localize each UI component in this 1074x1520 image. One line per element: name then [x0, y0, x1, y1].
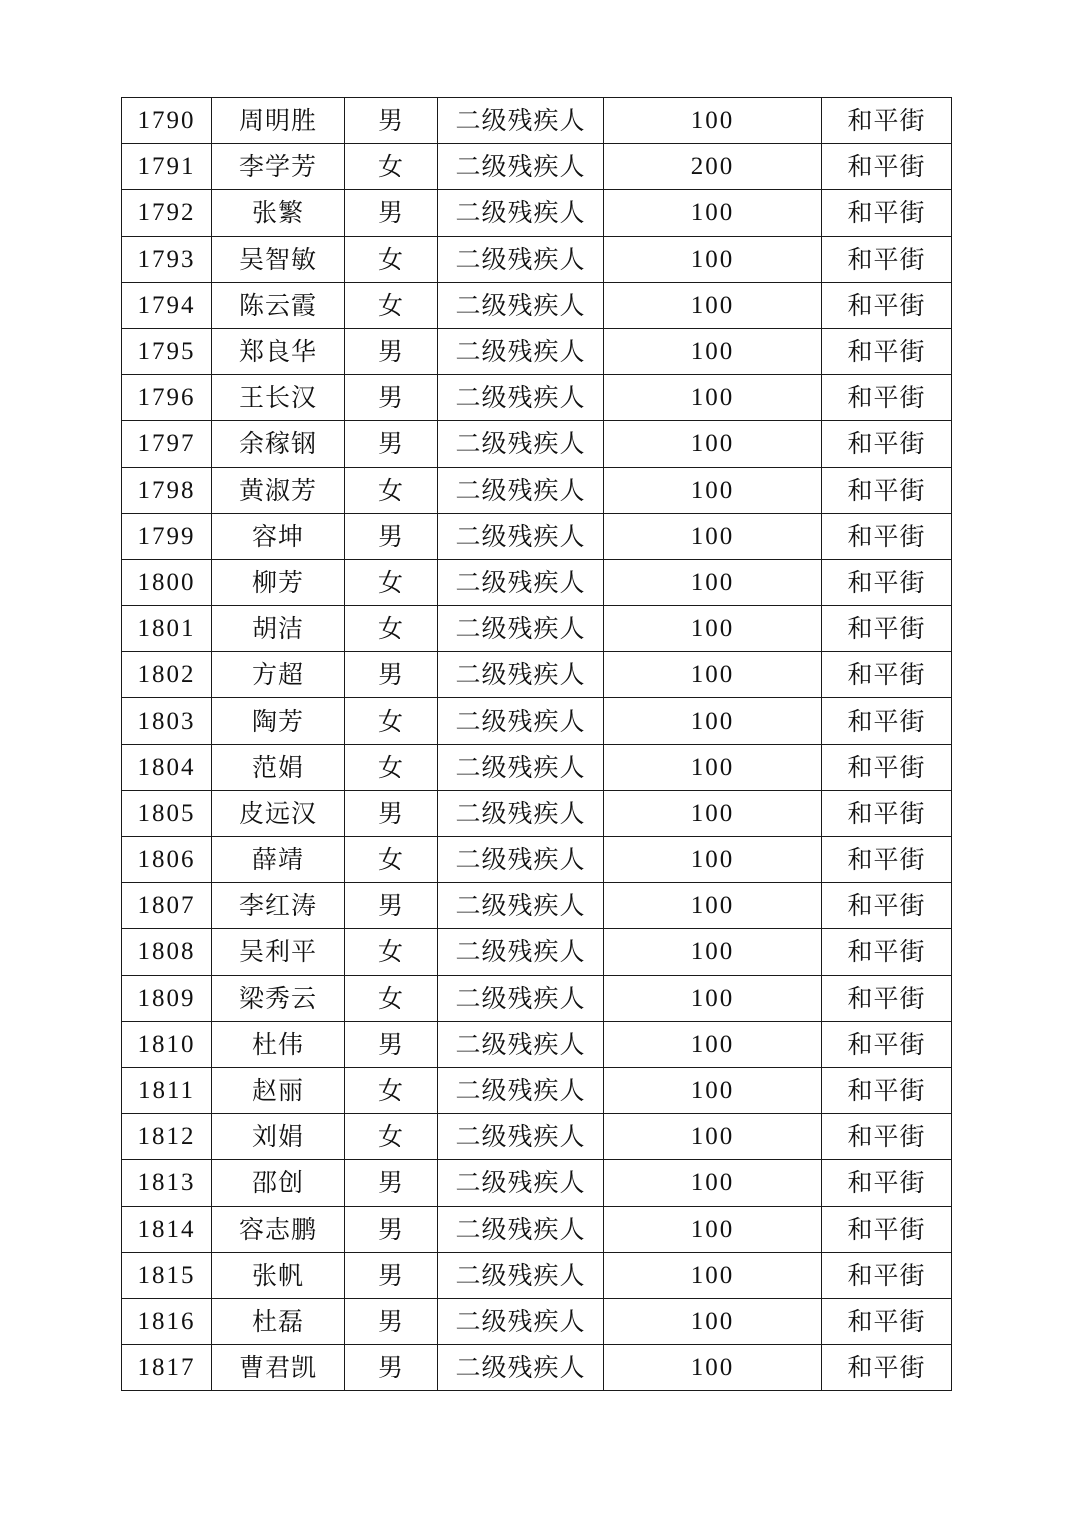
- disability-level-cell: 二级残疾人: [438, 1206, 604, 1252]
- record-number-cell: 1812: [122, 1114, 212, 1160]
- street-cell: 和平街: [822, 236, 952, 282]
- gender-cell: 男: [345, 98, 438, 144]
- person-name-cell: 柳芳: [212, 559, 345, 605]
- table-row: [122, 606, 952, 652]
- person-name-cell: 容志鹏: [212, 1206, 345, 1252]
- subsidy-amount-cell: 100: [604, 929, 822, 975]
- gender-cell: 女: [345, 929, 438, 975]
- street-cell: 和平街: [822, 837, 952, 883]
- street-cell: 和平街: [822, 698, 952, 744]
- street-cell: 和平街: [822, 282, 952, 328]
- disability-level-cell: 二级残疾人: [438, 1345, 604, 1391]
- person-name-cell: 李红涛: [212, 883, 345, 929]
- street-cell: 和平街: [822, 975, 952, 1021]
- person-name-cell: 吴利平: [212, 929, 345, 975]
- street-cell: 和平街: [822, 328, 952, 374]
- gender-cell: 男: [345, 652, 438, 698]
- gender-cell: 男: [345, 790, 438, 836]
- disability-level-cell: 二级残疾人: [438, 698, 604, 744]
- subsidy-amount-cell: 100: [604, 559, 822, 605]
- street-cell: 和平街: [822, 467, 952, 513]
- subsidy-amount-cell: 100: [604, 1252, 822, 1298]
- person-name-cell: 薛靖: [212, 837, 345, 883]
- disability-level-cell: 二级残疾人: [438, 236, 604, 282]
- street-cell: 和平街: [822, 98, 952, 144]
- subsidy-amount-cell: 100: [604, 467, 822, 513]
- street-cell: 和平街: [822, 1067, 952, 1113]
- disability-level-cell: 二级残疾人: [438, 421, 604, 467]
- subsidy-amount-cell: 100: [604, 1067, 822, 1113]
- record-number-cell: 1814: [122, 1206, 212, 1252]
- subsidy-amount-cell: 100: [604, 328, 822, 374]
- table-row: [122, 790, 952, 836]
- record-number-cell: 1791: [122, 144, 212, 190]
- table-row: [122, 1067, 952, 1113]
- gender-cell: 女: [345, 467, 438, 513]
- record-number-cell: 1803: [122, 698, 212, 744]
- disability-level-cell: 二级残疾人: [438, 328, 604, 374]
- person-name-cell: 邵创: [212, 1160, 345, 1206]
- street-cell: 和平街: [822, 929, 952, 975]
- gender-cell: 男: [345, 883, 438, 929]
- disability-level-cell: 二级残疾人: [438, 375, 604, 421]
- subsidy-amount-cell: 100: [604, 236, 822, 282]
- subsidy-amount-cell: 100: [604, 1345, 822, 1391]
- disability-level-cell: 二级残疾人: [438, 1067, 604, 1113]
- table-row: [122, 513, 952, 559]
- person-name-cell: 皮远汉: [212, 790, 345, 836]
- table-row: [122, 328, 952, 374]
- person-name-cell: 方超: [212, 652, 345, 698]
- disability-level-cell: 二级残疾人: [438, 282, 604, 328]
- subsidy-amount-cell: 100: [604, 375, 822, 421]
- table-row: [122, 837, 952, 883]
- gender-cell: 男: [345, 1298, 438, 1344]
- record-number-cell: 1806: [122, 837, 212, 883]
- gender-cell: 女: [345, 236, 438, 282]
- disability-level-cell: 二级残疾人: [438, 1114, 604, 1160]
- table-row: [122, 282, 952, 328]
- street-cell: 和平街: [822, 1021, 952, 1067]
- record-number-cell: 1815: [122, 1252, 212, 1298]
- table-row: [122, 1160, 952, 1206]
- subsidy-amount-cell: 100: [604, 513, 822, 559]
- person-name-cell: 吴智敏: [212, 236, 345, 282]
- person-name-cell: 郑良华: [212, 328, 345, 374]
- disability-level-cell: 二级残疾人: [438, 790, 604, 836]
- subsidy-amount-cell: 100: [604, 975, 822, 1021]
- table-row: [122, 190, 952, 236]
- gender-cell: 女: [345, 698, 438, 744]
- gender-cell: 女: [345, 744, 438, 790]
- record-number-cell: 1796: [122, 375, 212, 421]
- record-number-cell: 1800: [122, 559, 212, 605]
- record-number-cell: 1813: [122, 1160, 212, 1206]
- disability-level-cell: 二级残疾人: [438, 98, 604, 144]
- subsidy-amount-cell: 100: [604, 698, 822, 744]
- table-row: [122, 236, 952, 282]
- record-number-cell: 1795: [122, 328, 212, 374]
- record-number-cell: 1811: [122, 1067, 212, 1113]
- gender-cell: 女: [345, 282, 438, 328]
- roster-table: [121, 97, 952, 1391]
- gender-cell: 女: [345, 606, 438, 652]
- table-row: [122, 467, 952, 513]
- person-name-cell: 张繁: [212, 190, 345, 236]
- record-number-cell: 1816: [122, 1298, 212, 1344]
- disability-level-cell: 二级残疾人: [438, 190, 604, 236]
- disability-level-cell: 二级残疾人: [438, 559, 604, 605]
- person-name-cell: 周明胜: [212, 98, 345, 144]
- person-name-cell: 杜磊: [212, 1298, 345, 1344]
- table-row: [122, 1021, 952, 1067]
- record-number-cell: 1801: [122, 606, 212, 652]
- gender-cell: 女: [345, 144, 438, 190]
- subsidy-amount-cell: 100: [604, 421, 822, 467]
- subsidy-amount-cell: 100: [604, 1114, 822, 1160]
- table-row: [122, 559, 952, 605]
- record-number-cell: 1790: [122, 98, 212, 144]
- record-number-cell: 1808: [122, 929, 212, 975]
- roster-body: [122, 98, 952, 1391]
- person-name-cell: 容坤: [212, 513, 345, 559]
- subsidy-amount-cell: 100: [604, 282, 822, 328]
- person-name-cell: 刘娟: [212, 1114, 345, 1160]
- person-name-cell: 陈云霞: [212, 282, 345, 328]
- table-row: [122, 975, 952, 1021]
- gender-cell: 男: [345, 1345, 438, 1391]
- subsidy-amount-cell: 100: [604, 790, 822, 836]
- person-name-cell: 杜伟: [212, 1021, 345, 1067]
- table-row: [122, 375, 952, 421]
- record-number-cell: 1799: [122, 513, 212, 559]
- subsidy-amount-cell: 100: [604, 1206, 822, 1252]
- disability-level-cell: 二级残疾人: [438, 1252, 604, 1298]
- gender-cell: 男: [345, 421, 438, 467]
- disability-level-cell: 二级残疾人: [438, 513, 604, 559]
- gender-cell: 女: [345, 559, 438, 605]
- street-cell: 和平街: [822, 1345, 952, 1391]
- record-number-cell: 1793: [122, 236, 212, 282]
- gender-cell: 男: [345, 1021, 438, 1067]
- subsidy-amount-cell: 100: [604, 837, 822, 883]
- subsidy-amount-cell: 100: [604, 190, 822, 236]
- table-row: [122, 1252, 952, 1298]
- table-row: [122, 421, 952, 467]
- person-name-cell: 黄淑芳: [212, 467, 345, 513]
- subsidy-amount-cell: 100: [604, 883, 822, 929]
- record-number-cell: 1809: [122, 975, 212, 1021]
- street-cell: 和平街: [822, 883, 952, 929]
- gender-cell: 男: [345, 1160, 438, 1206]
- table-row: [122, 698, 952, 744]
- record-number-cell: 1792: [122, 190, 212, 236]
- record-number-cell: 1802: [122, 652, 212, 698]
- gender-cell: 女: [345, 1114, 438, 1160]
- record-number-cell: 1805: [122, 790, 212, 836]
- gender-cell: 男: [345, 328, 438, 374]
- street-cell: 和平街: [822, 652, 952, 698]
- gender-cell: 女: [345, 975, 438, 1021]
- table-row: [122, 929, 952, 975]
- gender-cell: 男: [345, 1206, 438, 1252]
- subsidy-amount-cell: 100: [604, 606, 822, 652]
- street-cell: 和平街: [822, 790, 952, 836]
- disability-level-cell: 二级残疾人: [438, 144, 604, 190]
- disability-level-cell: 二级残疾人: [438, 467, 604, 513]
- table-row: [122, 883, 952, 929]
- person-name-cell: 陶芳: [212, 698, 345, 744]
- street-cell: 和平街: [822, 1206, 952, 1252]
- record-number-cell: 1798: [122, 467, 212, 513]
- table-row: [122, 144, 952, 190]
- street-cell: 和平街: [822, 1298, 952, 1344]
- disability-level-cell: 二级残疾人: [438, 606, 604, 652]
- subsidy-amount-cell: 100: [604, 744, 822, 790]
- street-cell: 和平街: [822, 190, 952, 236]
- table-row: [122, 1206, 952, 1252]
- person-name-cell: 张帆: [212, 1252, 345, 1298]
- record-number-cell: 1807: [122, 883, 212, 929]
- record-number-cell: 1794: [122, 282, 212, 328]
- street-cell: 和平街: [822, 144, 952, 190]
- person-name-cell: 梁秀云: [212, 975, 345, 1021]
- street-cell: 和平街: [822, 559, 952, 605]
- street-cell: 和平街: [822, 375, 952, 421]
- street-cell: 和平街: [822, 744, 952, 790]
- table-row: [122, 1345, 952, 1391]
- subsidy-amount-cell: 100: [604, 1160, 822, 1206]
- street-cell: 和平街: [822, 1160, 952, 1206]
- disability-level-cell: 二级残疾人: [438, 652, 604, 698]
- record-number-cell: 1810: [122, 1021, 212, 1067]
- disability-level-cell: 二级残疾人: [438, 744, 604, 790]
- table-row: [122, 652, 952, 698]
- person-name-cell: 范娟: [212, 744, 345, 790]
- record-number-cell: 1797: [122, 421, 212, 467]
- disability-level-cell: 二级残疾人: [438, 883, 604, 929]
- subsidy-amount-cell: 100: [604, 1021, 822, 1067]
- disability-level-cell: 二级残疾人: [438, 837, 604, 883]
- subsidy-amount-cell: 100: [604, 652, 822, 698]
- record-number-cell: 1817: [122, 1345, 212, 1391]
- person-name-cell: 曹君凯: [212, 1345, 345, 1391]
- gender-cell: 女: [345, 1067, 438, 1113]
- gender-cell: 男: [345, 513, 438, 559]
- subsidy-amount-cell: 100: [604, 1298, 822, 1344]
- street-cell: 和平街: [822, 1114, 952, 1160]
- table-row: [122, 1298, 952, 1344]
- person-name-cell: 王长汉: [212, 375, 345, 421]
- subsidy-amount-cell: 100: [604, 98, 822, 144]
- gender-cell: 男: [345, 1252, 438, 1298]
- person-name-cell: 李学芳: [212, 144, 345, 190]
- gender-cell: 男: [345, 375, 438, 421]
- person-name-cell: 赵丽: [212, 1067, 345, 1113]
- street-cell: 和平街: [822, 513, 952, 559]
- record-number-cell: 1804: [122, 744, 212, 790]
- subsidy-amount-cell: 200: [604, 144, 822, 190]
- gender-cell: 女: [345, 837, 438, 883]
- disability-level-cell: 二级残疾人: [438, 1298, 604, 1344]
- street-cell: 和平街: [822, 421, 952, 467]
- disability-level-cell: 二级残疾人: [438, 1160, 604, 1206]
- person-name-cell: 余稼钢: [212, 421, 345, 467]
- table-row: [122, 744, 952, 790]
- street-cell: 和平街: [822, 606, 952, 652]
- table-row: [122, 98, 952, 144]
- disability-level-cell: 二级残疾人: [438, 929, 604, 975]
- disability-level-cell: 二级残疾人: [438, 975, 604, 1021]
- table-row: [122, 1114, 952, 1160]
- person-name-cell: 胡洁: [212, 606, 345, 652]
- gender-cell: 男: [345, 190, 438, 236]
- disability-level-cell: 二级残疾人: [438, 1021, 604, 1067]
- street-cell: 和平街: [822, 1252, 952, 1298]
